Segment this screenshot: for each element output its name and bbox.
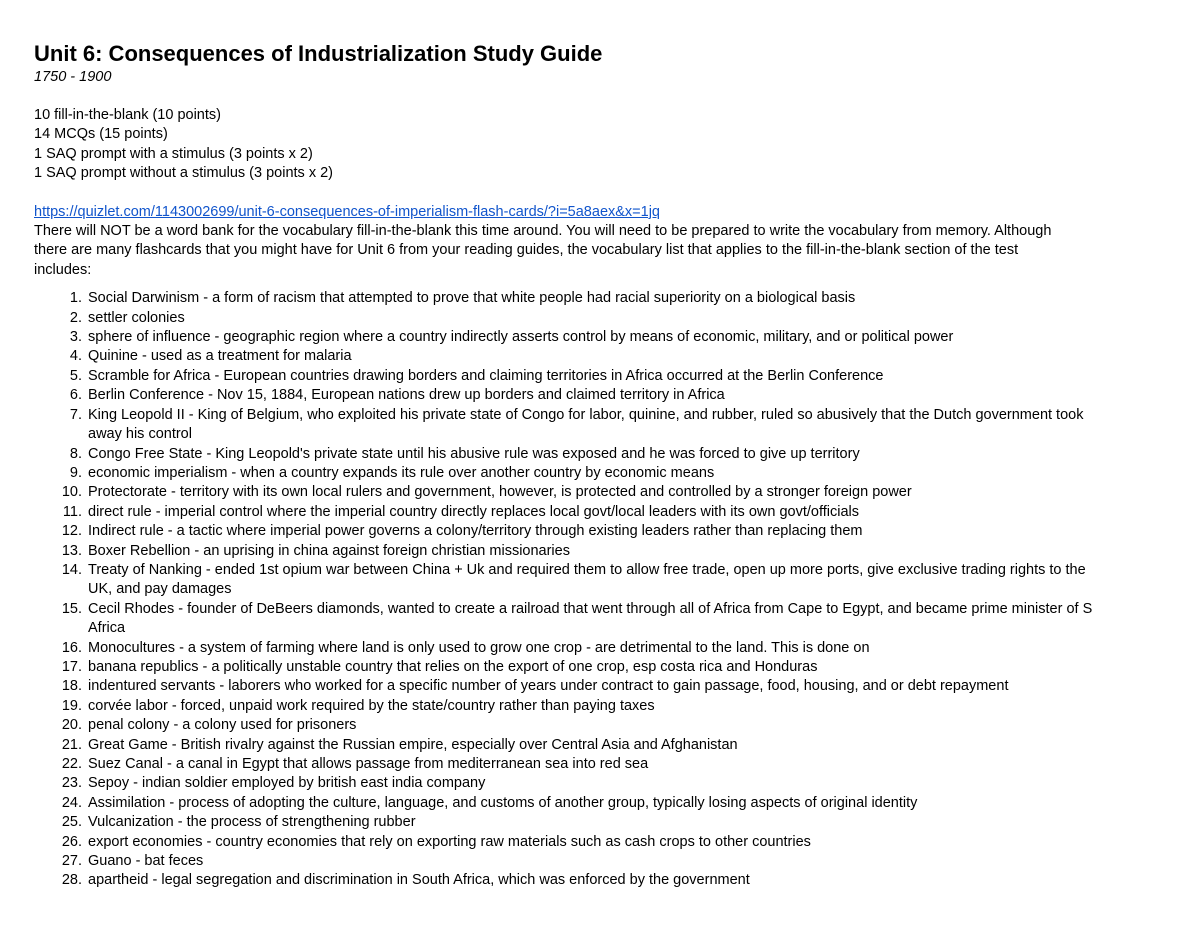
document-page [34, 40, 1114, 891]
vocab-item-number: 21. [61, 736, 82, 753]
vocab-item-number: 23. [61, 775, 82, 792]
date-range: 1750 - 1900 [34, 69, 112, 85]
intro-paragraph: There will NOT be a word bank for the vocabulary fill-in-the-blank this time around. You will need to be prepared to write the vocabulary from memory. Although there are many flashcards that you might have for Unit 6 from your reading guides, the vocabulary list that applies to the fill-in-the-blank section of the test includes: [34, 223, 1052, 278]
vocab-item [34, 774, 1094, 793]
vocab-item [34, 328, 1094, 347]
quizlet-link[interactable]: https://quizlet.com/1143002699/unit-6-consequences-of-imperialism-flash-cards/?i=5a8aex&x=1jq [34, 203, 660, 220]
vocab-item-text: Scramble for Africa - European countries drawing borders and claiming territories in Africa occurred at the Berlin Conference [88, 367, 884, 384]
vocab-item [34, 445, 1094, 464]
vocab-item-text: sphere of influence - geographic region where a country indirectly asserts control by means of economic, military, and or political power [88, 329, 954, 346]
vocab-item [34, 852, 1094, 871]
vocab-item-number: 19. [61, 697, 82, 714]
vocab-item-number: 15. [61, 600, 82, 617]
vocab-item-number: 10. [61, 484, 82, 501]
vocab-item-number: 20. [61, 717, 82, 734]
vocab-item-text: Congo Free State - King Leopold's private state until his abusive rule was exposed and he was forced to give up territory [88, 445, 860, 462]
vocab-item-text: Vulcanization - the process of strengthening rubber [88, 814, 416, 831]
test-format-item: 1 SAQ prompt with a stimulus (3 points x 2) [34, 145, 313, 162]
vocab-item-text: Monocultures - a system of farming where land is only used to grow one crop - are detrimental to the land. This is done on [88, 639, 870, 656]
vocab-item-number: 9. [69, 464, 82, 481]
vocab-item-text: apartheid - legal segregation and discrimination in South Africa, which was enforced by the government [88, 872, 750, 889]
vocab-item-number: 2. [69, 309, 82, 326]
vocab-item [34, 367, 1094, 386]
vocab-item [34, 871, 1094, 890]
vocab-item [34, 716, 1094, 735]
vocab-item-number: 24. [61, 794, 82, 811]
vocab-item-text: banana republics - a politically unstable country that relies on the export of one crop, esp costa rica and Honduras [88, 658, 818, 675]
vocab-item-number: 18. [61, 678, 82, 695]
vocab-item-number: 26. [61, 833, 82, 850]
spacer [34, 87, 1114, 106]
vocab-item [34, 309, 1094, 328]
vocab-item-text: Treaty of Nanking - ended 1st opium war between China + Uk and required them to allow free trade, open up more ports, give exclusive trading rights to the UK, and pay damages [88, 561, 1086, 598]
vocab-item-text: Boxer Rebellion - an uprising in china against foreign christian missionaries [88, 542, 570, 559]
test-format-item: 14 MCQs (15 points) [34, 126, 168, 143]
vocab-item [34, 697, 1094, 716]
document-title: Unit 6: Consequences of Industrialization Study Guide [34, 41, 603, 66]
vocab-item-text: King Leopold II - King of Belgium, who exploited his private state of Congo for labor, quinine, and rubber, ruled so abusively that the Dutch government took away his control [88, 406, 1084, 443]
vocab-item [34, 542, 1094, 561]
vocab-item-number: 17. [61, 658, 82, 675]
vocab-item [34, 736, 1094, 755]
vocab-item [34, 813, 1094, 832]
vocab-item-number: 25. [61, 814, 82, 831]
vocab-item-text: Suez Canal - a canal in Egypt that allows passage from mediterranean sea into red sea [88, 756, 649, 772]
vocab-list [34, 289, 1094, 891]
vocab-item-text: Quinine - used as a treatment for malaria [88, 348, 352, 365]
vocab-item-number: 27. [61, 853, 82, 870]
vocab-item-text: settler colonies [88, 309, 185, 326]
vocab-item-number: 8. [69, 445, 82, 462]
vocab-item [34, 677, 1094, 696]
vocab-item-number: 4. [69, 348, 82, 365]
vocab-item [34, 658, 1094, 677]
vocab-item-number: 6. [69, 387, 82, 404]
vocab-item-number: 16. [61, 639, 82, 656]
vocab-item-number: 14. [61, 561, 82, 578]
vocab-item-number: 22. [61, 756, 82, 772]
vocab-item [34, 503, 1094, 522]
vocab-item-text: Great Game - British rivalry against the Russian empire, especially over Central Asia and Afghanistan [88, 736, 738, 753]
vocab-item-number: 28. [61, 872, 82, 889]
vocab-item [34, 600, 1094, 639]
vocab-item-number: 5. [69, 367, 82, 384]
test-format-item: 1 SAQ prompt without a stimulus (3 points x 2) [34, 165, 333, 182]
vocab-item-text: indentured servants - laborers who worked for a specific number of years under contract to gain passage, food, housing, and or debt repayment [88, 678, 1009, 695]
test-format-item: 10 fill-in-the-blank (10 points) [34, 107, 221, 123]
vocab-item [34, 406, 1094, 445]
test-format-list [34, 106, 1114, 184]
vocab-item-text: Assimilation - process of adopting the culture, language, and customs of another group, typically losing aspects of original identity [88, 794, 918, 811]
vocab-item-text: penal colony - a colony used for prisoners [88, 717, 357, 734]
vocab-item [34, 289, 1094, 308]
spacer [34, 184, 1114, 203]
vocab-item-number: 12. [61, 523, 82, 540]
vocab-item [34, 794, 1094, 813]
vocab-item [34, 639, 1094, 658]
vocab-item [34, 386, 1094, 405]
vocab-item [34, 833, 1094, 852]
vocab-item-number: 1. [69, 290, 82, 307]
vocab-item-text: Protectorate - territory with its own local rulers and government, however, is protected and controlled by a stronger foreign power [88, 484, 912, 501]
vocab-item-number: 13. [61, 542, 82, 559]
vocab-item-text: direct rule - imperial control where the imperial country directly replaces local govt/local leaders with its own govt/officials [88, 503, 859, 520]
vocab-item [34, 522, 1094, 541]
vocab-item-number: 11. [62, 503, 82, 520]
vocab-item [34, 561, 1094, 600]
vocab-item [34, 483, 1094, 502]
vocab-item-text: Berlin Conference - Nov 15, 1884, European nations drew up borders and claimed territory in Africa [88, 387, 725, 404]
vocab-item-number: 3. [69, 329, 82, 346]
vocab-item [34, 464, 1094, 483]
vocab-item [34, 755, 1094, 774]
vocab-item-text: Sepoy - indian soldier employed by british east india company [88, 775, 486, 792]
vocab-item-text: export economies - country economies that rely on exporting raw materials such as cash crops to other countries [88, 833, 811, 850]
vocab-item-text: Indirect rule - a tactic where imperial power governs a colony/territory through existing leaders rather than replacing them [88, 523, 863, 540]
vocab-item-number: 7. [69, 406, 82, 423]
vocab-item-text: Cecil Rhodes - founder of DeBeers diamonds, wanted to create a railroad that went through all of Africa from Cape to Egypt, and became prime minister of S Africa [88, 600, 1093, 637]
vocab-item-text: Guano - bat feces [88, 853, 204, 870]
vocab-item-text: economic imperialism - when a country expands its rule over another country by economic means [88, 464, 715, 481]
vocab-item [34, 347, 1094, 366]
vocab-item-text: corvée labor - forced, unpaid work required by the state/country rather than paying taxes [88, 697, 655, 714]
vocab-item-text: Social Darwinism - a form of racism that attempted to prove that white people had racial superiority on a biological basis [88, 290, 856, 307]
